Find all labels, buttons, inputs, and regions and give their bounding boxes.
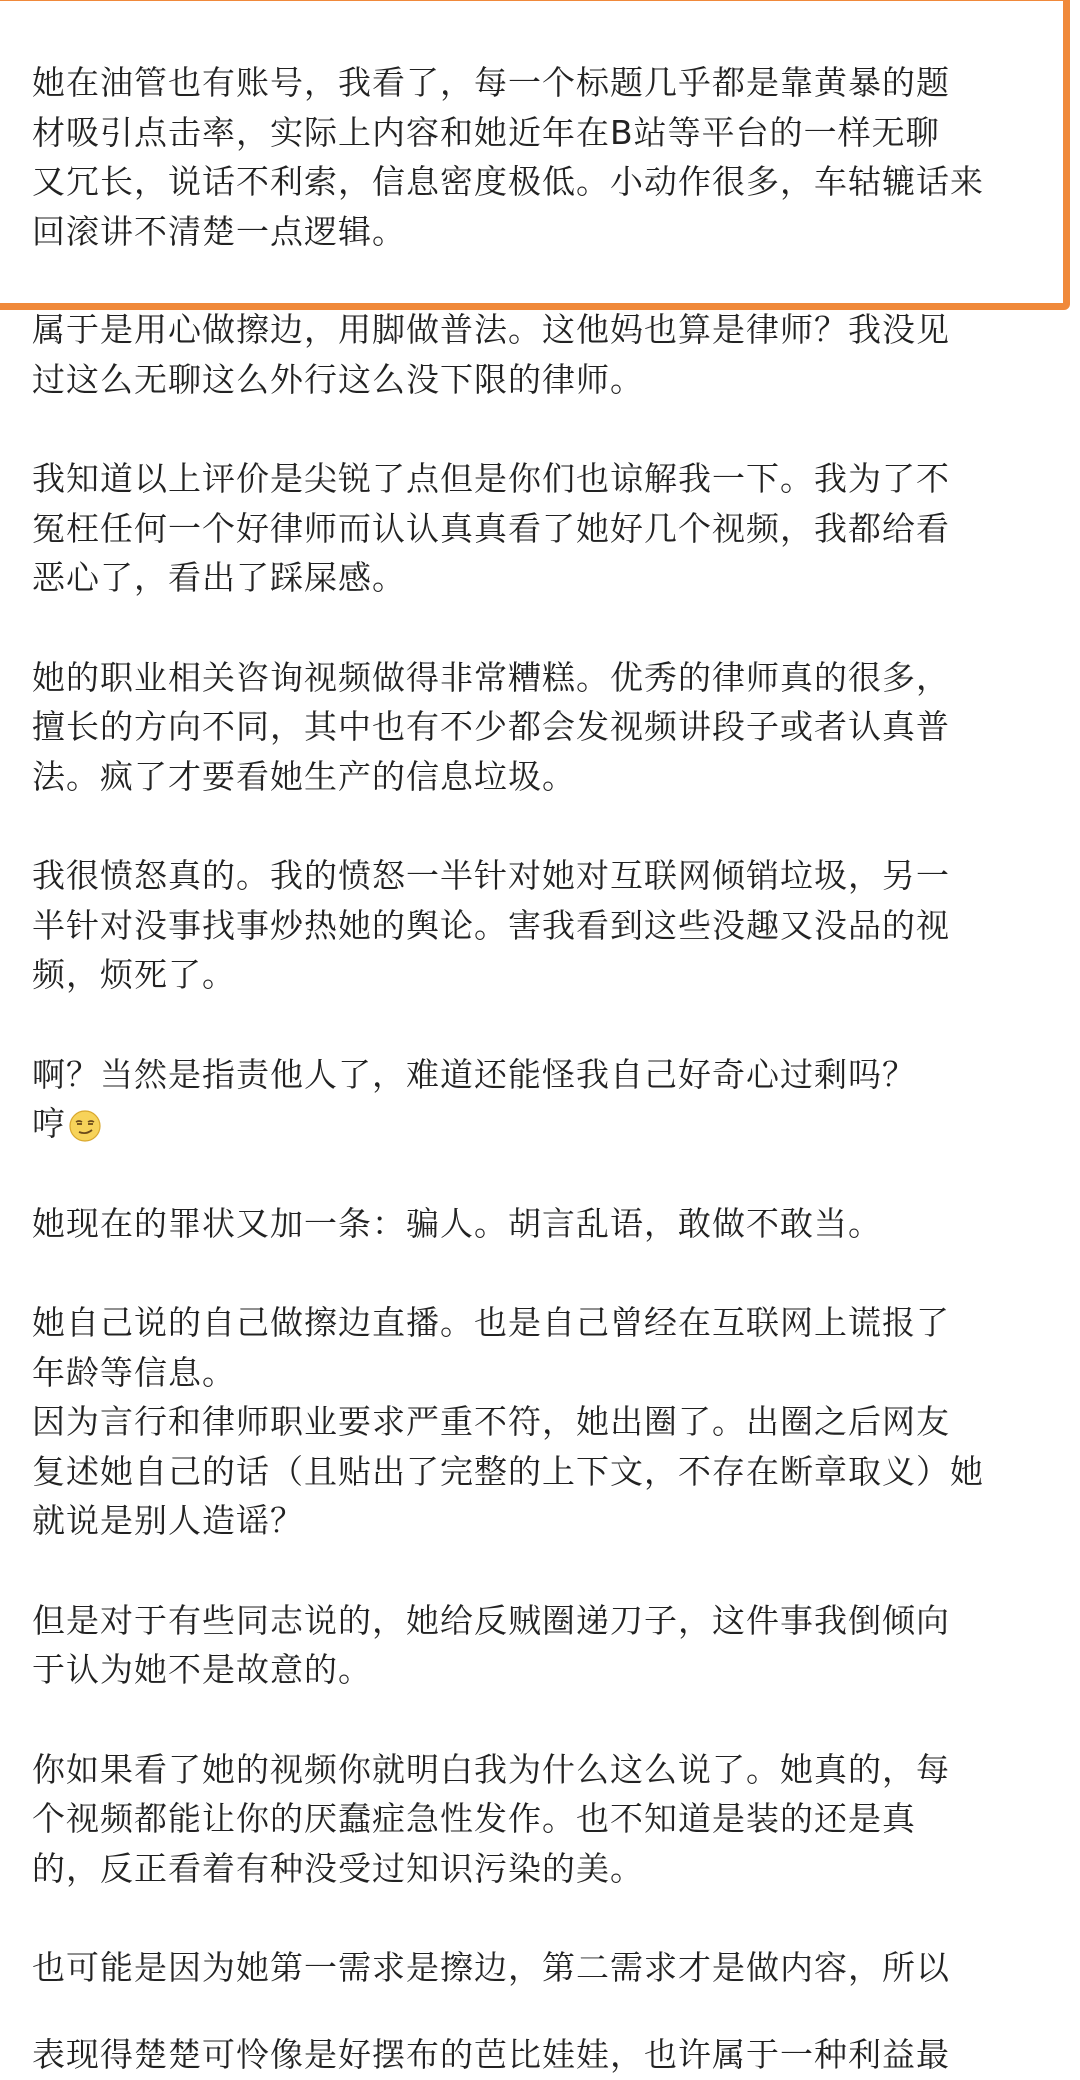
- paragraph: [32, 653, 1052, 802]
- text-line: 我很愤怒真的。我的愤怒一半针对她对互联网倾销垃圾，另一: [32, 856, 950, 895]
- text-line: 因为言行和律师职业要求严重不符，她出圈了。出圈之后网友: [32, 1402, 950, 1441]
- text-line: 但是对于有些同志说的，她给反贼圈递刀子，这件事我倒倾向: [32, 1600, 950, 1640]
- text-line: 复述她自己的话（且贴出了完整的上下文，不存在断章取义）她: [32, 1451, 984, 1491]
- text-line: 过这么无聊这么外行这么没下限的律师。: [32, 359, 644, 399]
- text-line: 又冗长，说话不利索，信息密度极低。小动作很多，车轱辘话来: [32, 162, 984, 201]
- paragraph: [32, 1298, 1052, 1546]
- paragraph: [32, 454, 1052, 603]
- truncated-text-line: 表现得楚楚可怜像是好摆布的芭比娃娃，也许属于一种利益最: [32, 2035, 950, 2074]
- text-line: 你如果看了她的视频你就明白我为什么这么说了。她真的，每: [32, 1749, 950, 1789]
- text-line: 材吸引点击率，实际上内容和她近年在B站等平台的一样无聊: [32, 112, 940, 152]
- paragraph: [32, 1943, 1052, 1993]
- text-line: 于认为她不是故意的。: [32, 1650, 372, 1689]
- text-line: 她现在的罪状又加一条：骗人。胡言乱语，敢做不敢当。: [32, 1203, 882, 1243]
- text-line: 冤枉任何一个好律师而认认真真看了她好几个视频，我都给看: [32, 508, 950, 548]
- text-line: 也可能是因为她第一需求是擦边，第二需求才是做内容，所以: [32, 1948, 950, 1987]
- post-body: [32, 58, 1052, 1993]
- paragraph: [32, 1596, 1052, 1695]
- paragraph: [32, 1199, 1052, 1249]
- text-line: 回滚讲不清楚一点逻辑。: [32, 211, 406, 251]
- text-line: 的，反正看着有种没受过知识污染的美。: [32, 1848, 644, 1888]
- paragraph: [32, 1050, 1052, 1149]
- text-line: 年龄等信息。: [32, 1352, 236, 1392]
- paragraph: [32, 305, 1052, 404]
- text-line: 恶心了，看出了踩屎感。: [32, 558, 406, 597]
- text-line: 擅长的方向不同，其中也有不少都会发视频讲段子或者认真普: [32, 707, 950, 746]
- text-line: 法。疯了才要看她生产的信息垃圾。: [32, 756, 576, 796]
- text-segment: 哼: [32, 1104, 66, 1143]
- text-line: 她的职业相关咨询视频做得非常糟糕。优秀的律师真的很多，: [32, 657, 950, 697]
- text-line: 频，烦死了。: [32, 955, 236, 994]
- text-line: [32, 1099, 1052, 1149]
- text-line: 属于是用心做擦边，用脚做普法。这他妈也算是律师？我没见: [32, 310, 950, 349]
- text-line: 半针对没事找事炒热她的舆论。害我看到这些没趣又没品的视: [32, 905, 950, 945]
- paragraph: [32, 851, 1052, 1000]
- text-line: 就说是别人造谣？: [32, 1501, 304, 1540]
- highlighted-paragraph: [32, 58, 1052, 256]
- text-line: 个视频都能让你的厌蠢症急性发作。也不知道是装的还是真: [32, 1799, 916, 1838]
- smirk-face-emoji-icon: [68, 1107, 102, 1141]
- text-line: 她自己说的自己做擦边直播。也是自己曾经在互联网上谎报了: [32, 1303, 950, 1342]
- paragraph: [32, 1745, 1052, 1894]
- text-line: 我知道以上评价是尖锐了点但是你们也谅解我一下。我为了不: [32, 459, 950, 498]
- text-line: 她在油管也有账号，我看了，每一个标题几乎都是靠黄暴的题: [32, 63, 950, 102]
- text-line: 啊？当然是指责他人了，难道还能怪我自己好奇心过剩吗？: [32, 1054, 916, 1094]
